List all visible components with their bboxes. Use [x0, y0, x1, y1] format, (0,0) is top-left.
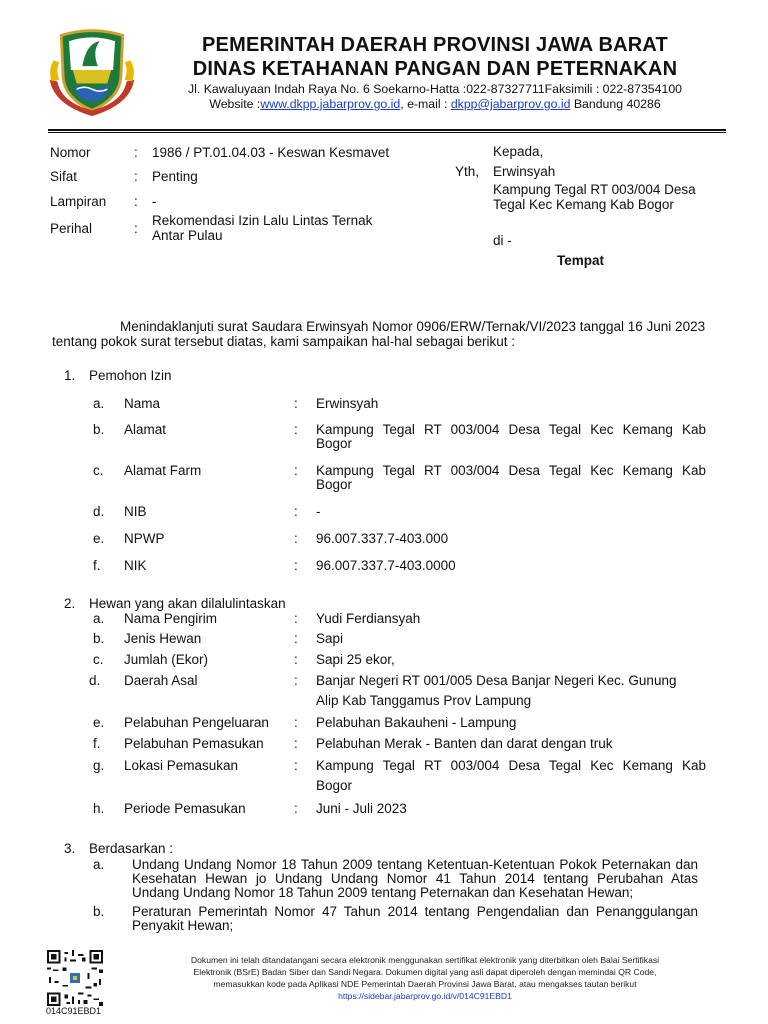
s2-item-colon: :: [294, 611, 298, 626]
s1-item-label: NIK: [124, 558, 147, 573]
s1-item-colon: :: [294, 504, 298, 519]
nomor-value: 1986 / PT.01.04.03 - Keswan Kesmavet: [152, 145, 390, 160]
s2-item-value: Sapi 25 ekor,: [316, 652, 395, 667]
s2-item-letter: d.: [89, 673, 101, 688]
s2-item-colon: :: [294, 652, 298, 667]
org-address: Jl. Kawaluyaan Indah Raya No. 6 Soekarno-Hatta :022-87327711Faksimili : 022-87354100: [187, 82, 682, 96]
s1-item-value: Kampung Tegal RT 003/004 Desa Tegal Kec Kemang Kab: [316, 422, 706, 437]
s2-item-value: Sapi: [316, 631, 344, 646]
s1-item-letter: f.: [93, 558, 101, 573]
s2-item-value: Yudi Ferdiansyah: [316, 611, 421, 626]
s1-item-letter: a.: [93, 396, 105, 411]
kepada-label: Kepada,: [493, 144, 544, 159]
intro-line1: Menindaklanjuti surat Saudara Erwinsyah Nomor 0906/ERW/Ternak/VI/2023 tanggal 16 Juni 2023: [120, 319, 706, 334]
s2-item-label: Nama Pengirim: [124, 611, 218, 626]
recipient-address-line2: Tegal Kec Kemang Kab Bogor: [493, 197, 674, 212]
s1-item-colon: :: [294, 558, 298, 573]
s2-item-letter: e.: [93, 715, 105, 730]
s1-item-colon: :: [294, 531, 298, 546]
s1-item-label: NPWP: [124, 531, 165, 546]
footer-verification-link[interactable]: https://sidebar.jabarprov.go.id/v/014C91EBD1: [338, 991, 512, 1001]
s2-item-label: Pelabuhan Pemasukan: [124, 736, 264, 751]
city-postcode: Bandung 40286: [570, 97, 661, 111]
s1-item-letter: d.: [93, 504, 105, 519]
s2-item-value: Pelabuhan Bakauheni - Lampung: [316, 715, 517, 730]
s1-item-value-cont: Bogor: [316, 477, 353, 492]
footer-line2: Elektronik (BSrE) Badan Siber dan Sandi Negara. Dokumen digital yang asli dapat diperoleh dengan memindai QR Code,: [193, 967, 657, 977]
s2-item-value: Pelabuhan Merak - Banten dan darat dengan truk: [316, 736, 613, 751]
s2-item-value: Kampung Tegal RT 003/004 Desa Tegal Kec Kemang Kab: [316, 758, 706, 773]
s1-item-value: -: [316, 504, 321, 519]
s2-item-letter: g.: [93, 758, 105, 773]
qr-code-text: 014C91EBD1: [46, 1006, 102, 1016]
s2-item-colon: :: [294, 801, 298, 816]
recipient-tempat: Tempat: [557, 253, 605, 268]
section3-title: Berdasarkan :: [89, 841, 174, 856]
s2-item-colon: :: [294, 736, 298, 751]
s3-item-line: Peraturan Pemerintah Nomor 47 Tahun 2014 tentang Pengendalian dan Penanggulangan: [132, 904, 698, 919]
org-name-line1: PEMERINTAH DAERAH PROVINSI JAWA BARAT: [202, 34, 668, 56]
s2-item-label: Daerah Asal: [124, 673, 198, 688]
s1-item-value-cont: Bogor: [316, 436, 353, 451]
s1-item-label: Nama: [124, 396, 161, 411]
s2-item-letter: f.: [93, 736, 101, 751]
website-link[interactable]: www.dkpp.jabarprov.go.id: [260, 97, 401, 111]
s1-item-value: 96.007.337.7-403.0000: [316, 558, 456, 573]
s2-item-value: Juni - Juli 2023: [316, 801, 407, 816]
section1-title: Pemohon Izin: [89, 368, 172, 383]
s1-item-letter: b.: [93, 422, 105, 437]
lampiran-label: Lampiran: [50, 194, 107, 209]
perihal-colon: :: [134, 221, 138, 236]
intro-line2: tentang pokok surat tersebut diatas, kami sampaikan hal-hal sebagai berikut :: [52, 334, 516, 349]
s1-item-colon: :: [294, 422, 298, 437]
s2-item-label: Pelabuhan Pengeluaran: [124, 715, 269, 730]
s1-item-value: Erwinsyah: [316, 396, 379, 411]
yth-label: Yth,: [455, 164, 480, 179]
sifat-colon: :: [134, 169, 138, 184]
section2-number: 2.: [64, 596, 76, 611]
s2-item-colon: :: [294, 715, 298, 730]
s2-item-letter: b.: [93, 631, 105, 646]
perihal-label: Perihal: [50, 221, 93, 236]
s2-item-colon: :: [294, 631, 298, 646]
s1-item-colon: :: [294, 396, 298, 411]
nomor-label: Nomor: [50, 145, 91, 160]
s1-item-label: NIB: [124, 504, 147, 519]
section2-title: Hewan yang akan dilalulintaskan: [89, 596, 286, 611]
s1-item-label: Alamat Farm: [124, 463, 202, 478]
s2-item-value-cont: Bogor: [316, 778, 353, 793]
s2-item-label: Jumlah (Ekor): [124, 652, 209, 667]
sifat-label: Sifat: [50, 169, 78, 184]
s1-item-value: Kampung Tegal RT 003/004 Desa Tegal Kec Kemang Kab: [316, 463, 706, 478]
email-link[interactable]: dkpp@jabarprov.go.id: [450, 97, 571, 111]
s1-item-letter: e.: [93, 531, 105, 546]
s3-item-line: Undang Undang Nomor 18 Tahun 2009 tentang Ketentuan-Ketentuan Pokok Peternakan dan: [132, 857, 698, 872]
s2-item-letter: a.: [93, 611, 105, 626]
qr-code-icon[interactable]: [47, 950, 103, 1006]
email-label: , e-mail :: [400, 97, 451, 111]
org-name-line2: DINAS KETAHANAN PANGAN DAN PETERNAKAN: [192, 58, 678, 80]
header-divider-thin: [48, 132, 726, 133]
perihal-value-line2: Antar Pulau: [152, 228, 223, 243]
s2-item-label: Periode Pemasukan: [124, 801, 246, 816]
s2-item-colon: :: [294, 758, 298, 773]
s3-item-line: Penyakit Hewan;: [132, 918, 234, 933]
footer-line3: memasukkan kode pada Aplikasi NDE Pemerintah Daerah Provinsi Jawa Barat, atau mengakses tautan berikut: [213, 979, 637, 989]
s2-item-label: Jenis Hewan: [124, 631, 202, 646]
s2-item-label: Lokasi Pemasukan: [124, 758, 239, 773]
perihal-value-line1: Rekomendasi Izin Lalu Lintas Ternak: [152, 213, 373, 228]
s1-item-value: 96.007.337.7-403.000: [316, 531, 449, 546]
lampiran-value: -: [152, 194, 157, 209]
org-contact-line: [150, 97, 720, 111]
s2-item-value-cont: Alip Kab Tanggamus Prov Lampung: [316, 693, 532, 708]
header-divider-thick: [48, 129, 726, 131]
s2-item-letter: c.: [93, 652, 104, 667]
s1-item-letter: c.: [93, 463, 104, 478]
s1-item-label: Alamat: [124, 422, 167, 437]
section1-number: 1.: [64, 368, 76, 383]
footer-line1: Dokumen ini telah ditandatangani secara elektronik menggunakan sertifikat elektronik yang diterbitkan oleh Balai Sertifikasi: [190, 955, 660, 965]
recipient-address-line1: Kampung Tegal RT 003/004 Desa: [493, 182, 696, 197]
lampiran-colon: :: [134, 194, 138, 209]
recipient-name: Erwinsyah: [493, 164, 556, 179]
nomor-colon: :: [134, 145, 138, 160]
west-java-coat-of-arms-logo: [44, 22, 140, 118]
s2-item-letter: h.: [93, 801, 105, 816]
s3-item-line: Undang Undang Nomor 18 Tahun 2009 tentang Peternakan dan Kesehatan Hewan;: [132, 885, 634, 900]
section3-number: 3.: [64, 841, 76, 856]
s1-item-colon: :: [294, 463, 298, 478]
s3-item-letter: a.: [93, 857, 105, 872]
s2-item-value: Banjar Negeri RT 001/005 Desa Banjar Negeri Kec. Gunung: [316, 673, 677, 688]
s2-item-colon: :: [294, 673, 298, 688]
s3-item-line: Kesehatan Hewan jo Undang Undang Nomor 41 Tahun 2014 tentang Perubahan Atas: [132, 871, 698, 886]
recipient-di: di -: [493, 233, 512, 248]
sifat-value: Penting: [152, 169, 198, 184]
website-label: Website :: [209, 97, 261, 111]
s3-item-letter: b.: [93, 904, 105, 919]
